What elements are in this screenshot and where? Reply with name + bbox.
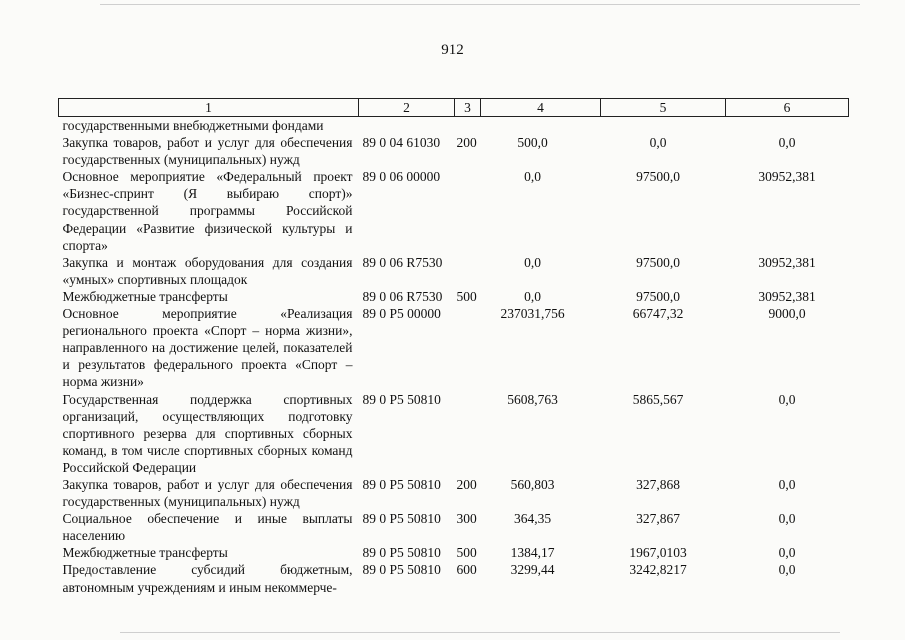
row-code: 89 0 P5 50810 (362, 476, 441, 492)
row-code: 89 0 P5 00000 (362, 306, 441, 322)
row-type (455, 391, 481, 476)
row-value-6: 0,0 (778, 391, 796, 407)
header-col-1: 1 (59, 99, 359, 117)
row-value-4: 0,0 (524, 254, 541, 270)
row-value-5: 1967,0103 (629, 545, 687, 561)
row-name: Закупка и монтаж оборудования для создания «умных» спортивных площадок (62, 254, 353, 287)
table-row (59, 561, 849, 595)
row-value-6: 0,0 (778, 511, 796, 527)
row-value-4: 0,0 (524, 288, 541, 304)
header-col-6: 6 (726, 99, 849, 117)
row-value-5: 97500,0 (636, 288, 680, 304)
row-type: 600 (456, 562, 477, 578)
row-code: 89 0 P5 50810 (362, 562, 441, 578)
row-name: Закупка товаров, работ и услуг для обеспечения государственных (муниципальных) нужд (62, 135, 353, 168)
row-code: 89 0 P5 50810 (362, 391, 441, 407)
row-name: Предоставление субсидий бюджетным, автономным учреждениям и иным некоммерче- (62, 562, 353, 595)
row-type: 200 (456, 135, 477, 151)
row-name: Социальное обеспечение и иные выплаты населению (62, 511, 353, 544)
row-value-5: 327,867 (636, 511, 680, 527)
row-name: Основное мероприятие «Федеральный проект «Бизнес-спринт (Я выбираю спорт)» государственной программы Российской Федерации «Развитие физической культуры и спорта» (62, 169, 353, 253)
row-value-4: 5608,763 (507, 391, 558, 407)
row-value-4: 237031,756 (500, 306, 565, 322)
row-code: 89 0 04 61030 (362, 135, 441, 151)
row-value-6: 0,0 (778, 545, 796, 561)
row-value-5: 3242,8217 (629, 562, 687, 578)
table-row (59, 510, 849, 544)
row-value-6 (726, 117, 849, 135)
table-row (59, 254, 849, 288)
header-col-2: 2 (359, 99, 455, 117)
row-value-4: 0,0 (524, 169, 541, 185)
row-value-5 (601, 117, 726, 135)
table-row (59, 168, 849, 253)
table-row (59, 288, 849, 305)
row-value-5: 97500,0 (636, 169, 680, 185)
table-row (59, 134, 849, 168)
row-value-4: 3299,44 (510, 562, 555, 578)
header-row (59, 99, 849, 117)
header-col-5: 5 (601, 99, 726, 117)
row-value-5: 327,868 (636, 476, 680, 492)
page-number: 912 (441, 42, 464, 58)
row-value-4 (481, 117, 601, 135)
table-body (59, 117, 849, 596)
row-value-6: 30952,381 (758, 254, 816, 270)
table-row (59, 544, 849, 561)
row-name: Государственная поддержка спортивных организаций, осуществляющих подготовку спортивного резерва для спортивных сборных команд, в том числе спортивных сборных команд Российской Федерации (62, 391, 353, 475)
header-col-4: 4 (481, 99, 601, 117)
row-type (455, 168, 481, 253)
row-code: 89 0 06 00000 (362, 169, 441, 185)
row-name: Основное мероприятие «Реализация регионального проекта «Спорт – норма жизни», направленного на достижение целей, показателей и результатов федерального проекта «Спорт – норма жизни» (62, 306, 353, 390)
row-type (455, 305, 481, 390)
row-type: 200 (456, 476, 477, 492)
row-name: Межбюджетные трансферты (62, 545, 228, 561)
scan-bottom-edge (120, 632, 840, 633)
row-code: 89 0 06 R7530 (362, 288, 443, 304)
header-col-3: 3 (455, 99, 481, 117)
row-name: Межбюджетные трансферты (62, 288, 228, 304)
table-row (59, 476, 849, 510)
row-value-5: 0,0 (649, 135, 667, 151)
row-value-6: 0,0 (778, 562, 796, 578)
row-value-6: 9000,0 (768, 306, 806, 322)
table-row (59, 117, 849, 135)
table-row (59, 391, 849, 476)
row-value-4: 1384,17 (510, 545, 555, 561)
row-name: государственными внебюджетными фондами (62, 118, 324, 133)
row-value-6: 30952,381 (758, 288, 816, 304)
row-value-4: 500,0 (517, 135, 548, 151)
row-type: 300 (456, 511, 477, 527)
row-type: 500 (456, 545, 477, 561)
row-type: 500 (456, 288, 477, 304)
row-name: Закупка товаров, работ и услуг для обеспечения государственных (муниципальных) нужд (62, 476, 353, 510)
row-code: 89 0 06 R7530 (362, 254, 443, 270)
row-value-4: 364,35 (513, 511, 552, 527)
row-code (359, 117, 455, 135)
scan-top-edge (100, 4, 860, 5)
row-code: 89 0 P5 50810 (362, 545, 441, 561)
row-value-6: 0,0 (778, 135, 796, 151)
row-type (455, 254, 481, 288)
row-value-6: 30952,381 (758, 169, 816, 185)
row-code: 89 0 P5 50810 (362, 511, 441, 527)
budget-table (58, 98, 849, 596)
row-type (455, 117, 481, 135)
row-value-5: 66747,32 (632, 306, 684, 322)
row-value-5: 5865,567 (632, 391, 684, 407)
row-value-4: 560,803 (510, 476, 555, 492)
table-row (59, 305, 849, 390)
row-value-5: 97500,0 (636, 254, 680, 270)
row-value-6: 0,0 (778, 476, 796, 492)
